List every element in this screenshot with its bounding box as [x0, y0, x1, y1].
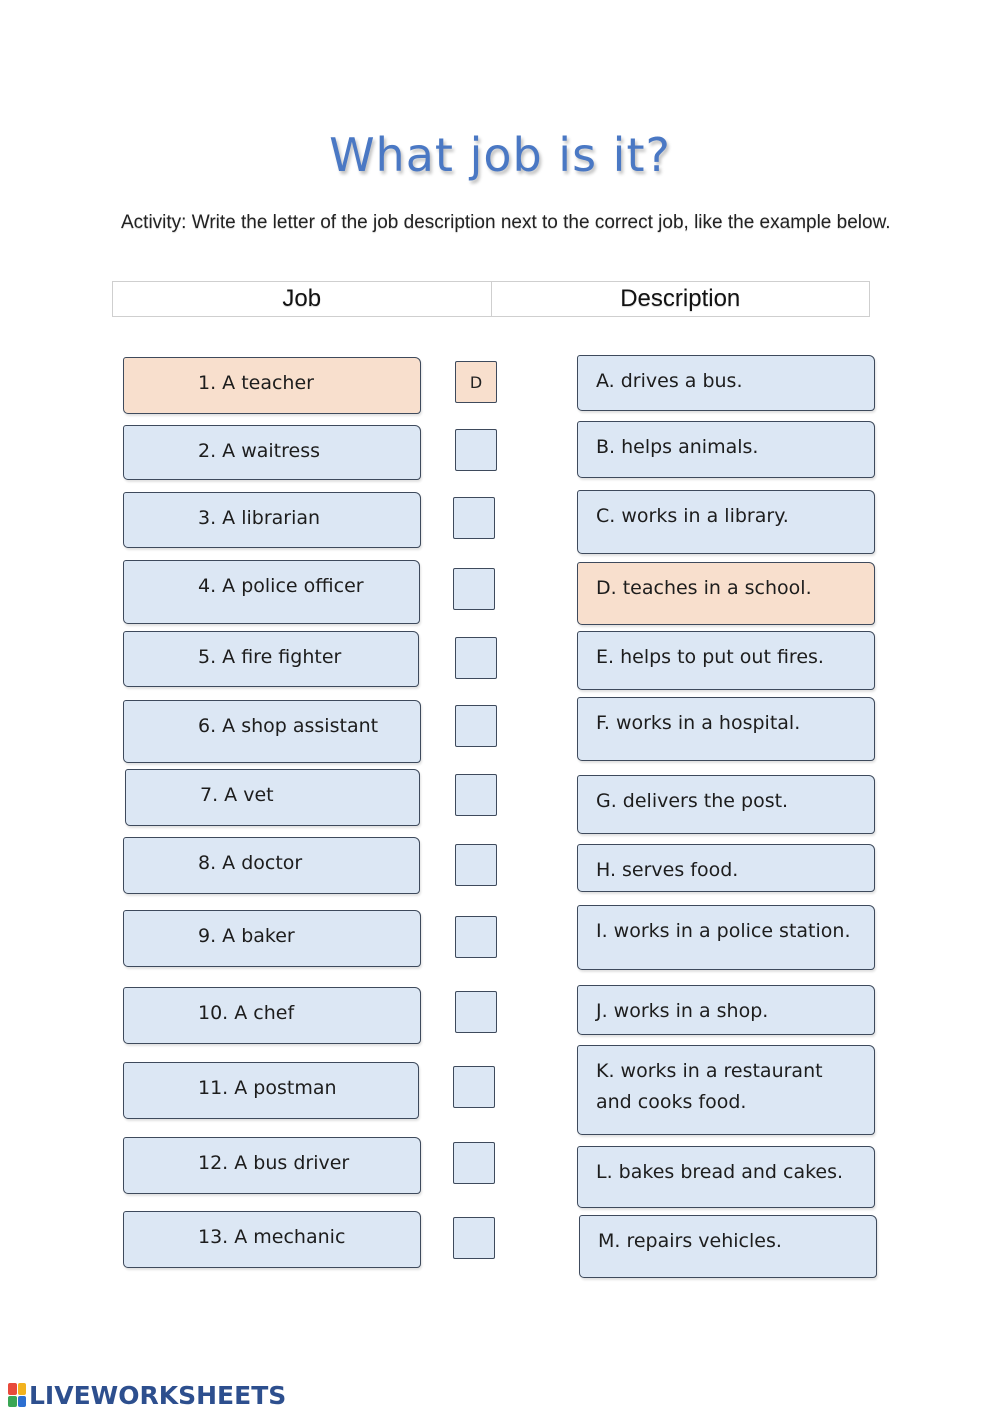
job-column-header: Job — [282, 285, 322, 312]
description-card — [577, 905, 875, 970]
description-label: M. repairs vehicles. — [598, 1230, 782, 1252]
answer-box[interactable] — [455, 991, 497, 1033]
answer-box[interactable] — [453, 1066, 495, 1108]
answer-box[interactable] — [455, 429, 497, 471]
description-card — [577, 775, 875, 834]
activity-instructions: Activity: Write the letter of the job description next to the correct job, like the example below. — [121, 212, 891, 233]
description-card — [577, 490, 875, 554]
liveworksheets-logo — [8, 1381, 286, 1409]
answer-box[interactable] — [455, 844, 497, 886]
job-card — [123, 560, 420, 624]
job-label: 7. A vet — [200, 784, 274, 806]
job-label: 6. A shop assistant — [198, 715, 379, 737]
description-label: J. works in a shop. — [596, 1000, 769, 1022]
job-label: 10. A chef — [198, 1002, 295, 1024]
job-card — [123, 631, 419, 687]
description-card — [577, 421, 875, 478]
job-card — [123, 357, 421, 414]
job-card — [123, 425, 421, 480]
liveworksheets-logo-icon — [8, 1383, 26, 1407]
description-card — [577, 985, 875, 1035]
job-label: 8. A doctor — [198, 852, 303, 874]
job-card — [125, 769, 420, 826]
job-label: 2. A waitress — [198, 440, 320, 462]
description-label: D. teaches in a school. — [596, 577, 812, 599]
job-label: 3. A librarian — [198, 507, 321, 529]
job-card — [123, 492, 421, 548]
answer-box[interactable] — [453, 1217, 495, 1259]
answer-box[interactable] — [453, 1142, 495, 1184]
description-column-header: Description — [491, 282, 870, 316]
description-card — [579, 1215, 877, 1278]
description-label: L. bakes bread and cakes. — [596, 1161, 844, 1183]
column-header-table — [112, 281, 870, 317]
description-card — [577, 631, 875, 690]
description-label: K. works in a restaurant and cooks food. — [596, 1060, 823, 1113]
description-card — [577, 1045, 875, 1135]
description-label: A. drives a bus. — [596, 370, 743, 392]
description-label: C. works in a library. — [596, 505, 789, 527]
page-title: What job is it? — [329, 128, 671, 182]
job-card — [123, 837, 420, 894]
job-label: 5. A fire fighter — [198, 646, 342, 668]
description-card — [577, 1146, 875, 1208]
job-card — [123, 700, 421, 763]
answer-box[interactable] — [453, 497, 495, 539]
description-label: H. serves food. — [596, 859, 739, 881]
job-label: 9. A baker — [198, 925, 295, 947]
answer-box[interactable] — [455, 916, 497, 958]
job-card — [123, 910, 421, 967]
job-card — [123, 987, 421, 1044]
job-label: 4. A police officer — [198, 575, 364, 597]
answer-box[interactable] — [455, 705, 497, 747]
job-card — [123, 1062, 419, 1119]
liveworksheets-logo-text: LIVEWORKSHEETS — [29, 1380, 287, 1410]
answer-box[interactable] — [453, 568, 495, 610]
description-card — [577, 355, 875, 411]
description-label: G. delivers the post. — [596, 790, 789, 812]
answer-box[interactable] — [455, 774, 497, 816]
description-card — [577, 562, 875, 625]
description-label: F. works in a hospital. — [596, 712, 801, 734]
job-label: 1. A teacher — [198, 372, 314, 394]
job-card — [123, 1211, 421, 1268]
answer-box[interactable] — [455, 361, 497, 403]
answer-box[interactable] — [455, 637, 497, 679]
description-label: B. helps animals. — [596, 436, 759, 458]
description-card — [577, 697, 875, 761]
job-label: 11. A postman — [198, 1077, 337, 1099]
description-label: E. helps to put out fires. — [596, 646, 824, 668]
job-card — [123, 1137, 421, 1194]
description-label: I. works in a police station. — [596, 920, 851, 942]
description-card — [577, 844, 875, 892]
job-label: 12. A bus driver — [198, 1152, 350, 1174]
job-label: 13. A mechanic — [198, 1226, 346, 1248]
